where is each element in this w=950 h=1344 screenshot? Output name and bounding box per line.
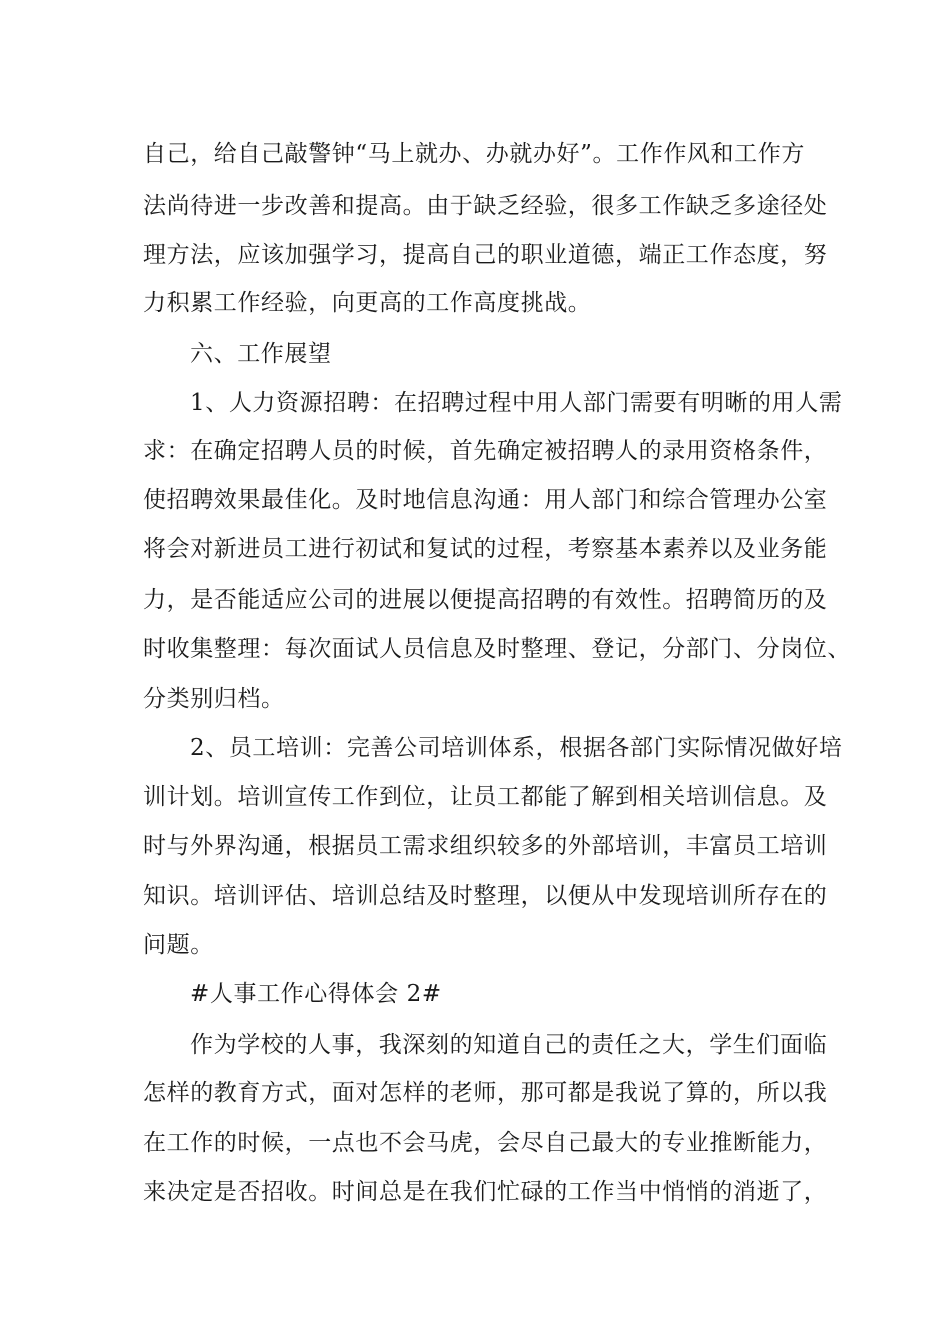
text-line: 求：在确定招聘人员的时候，首先确定被招聘人的录用资格条件， [143, 438, 828, 464]
text-line: 训计划。培训宣传工作到位，让员工都能了解到相关培训信息。及 [143, 784, 828, 810]
text-line: 理方法，应该加强学习，提高自己的职业道德，端正工作态度，努 [143, 242, 828, 268]
section-heading: 六、工作展望 [190, 341, 332, 367]
text-line: 力，是否能适应公司的进展以便提高招聘的有效性。招聘简历的及 [143, 587, 828, 613]
text-line: 法尚待进一步改善和提高。由于缺乏经验，很多工作缺乏多途径处 [143, 193, 828, 219]
text-line: 时收集整理：每次面试人员信息及时整理、登记，分部门、分岗位、 [143, 636, 851, 662]
text-line: 问题。 [143, 932, 214, 958]
text-line: 自己，给自己敲警钟“马上就办、办就办好”。工作作风和工作方 [143, 141, 805, 167]
text-line: 怎样的教育方式，面对怎样的老师，那可都是我说了算的，所以我 [143, 1080, 828, 1106]
section-heading: #人事工作心得体会 2# [190, 981, 442, 1007]
text-line: 将会对新进员工进行初试和复试的过程，考察基本素养以及业务能 [143, 536, 828, 562]
text-line: 在工作的时候，一点也不会马虎，会尽自己最大的专业推断能力， [143, 1130, 828, 1156]
text-line: 1、人力资源招聘：在招聘过程中用人部门需要有明晰的用人需 [190, 390, 843, 416]
text-line: 知识。培训评估、培训总结及时整理，以便从中发现培训所存在的 [143, 883, 828, 909]
text-line: 作为学校的人事，我深刻的知道自己的责任之大，学生们面临 [190, 1032, 828, 1058]
text-line: 时与外界沟通，根据员工需求组织较多的外部培训，丰富员工培训 [143, 833, 828, 859]
text-line: 使招聘效果最佳化。及时地信息沟通：用人部门和综合管理办公室 [143, 487, 828, 513]
text-line: 来决定是否招收。时间总是在我们忙碌的工作当中悄悄的消逝了， [143, 1179, 828, 1205]
text-line: 力积累工作经验，向更高的工作高度挑战。 [143, 290, 592, 316]
text-line: 分类别归档。 [143, 686, 285, 712]
text-line: 2、员工培训：完善公司培训体系，根据各部门实际情况做好培 [190, 735, 843, 761]
